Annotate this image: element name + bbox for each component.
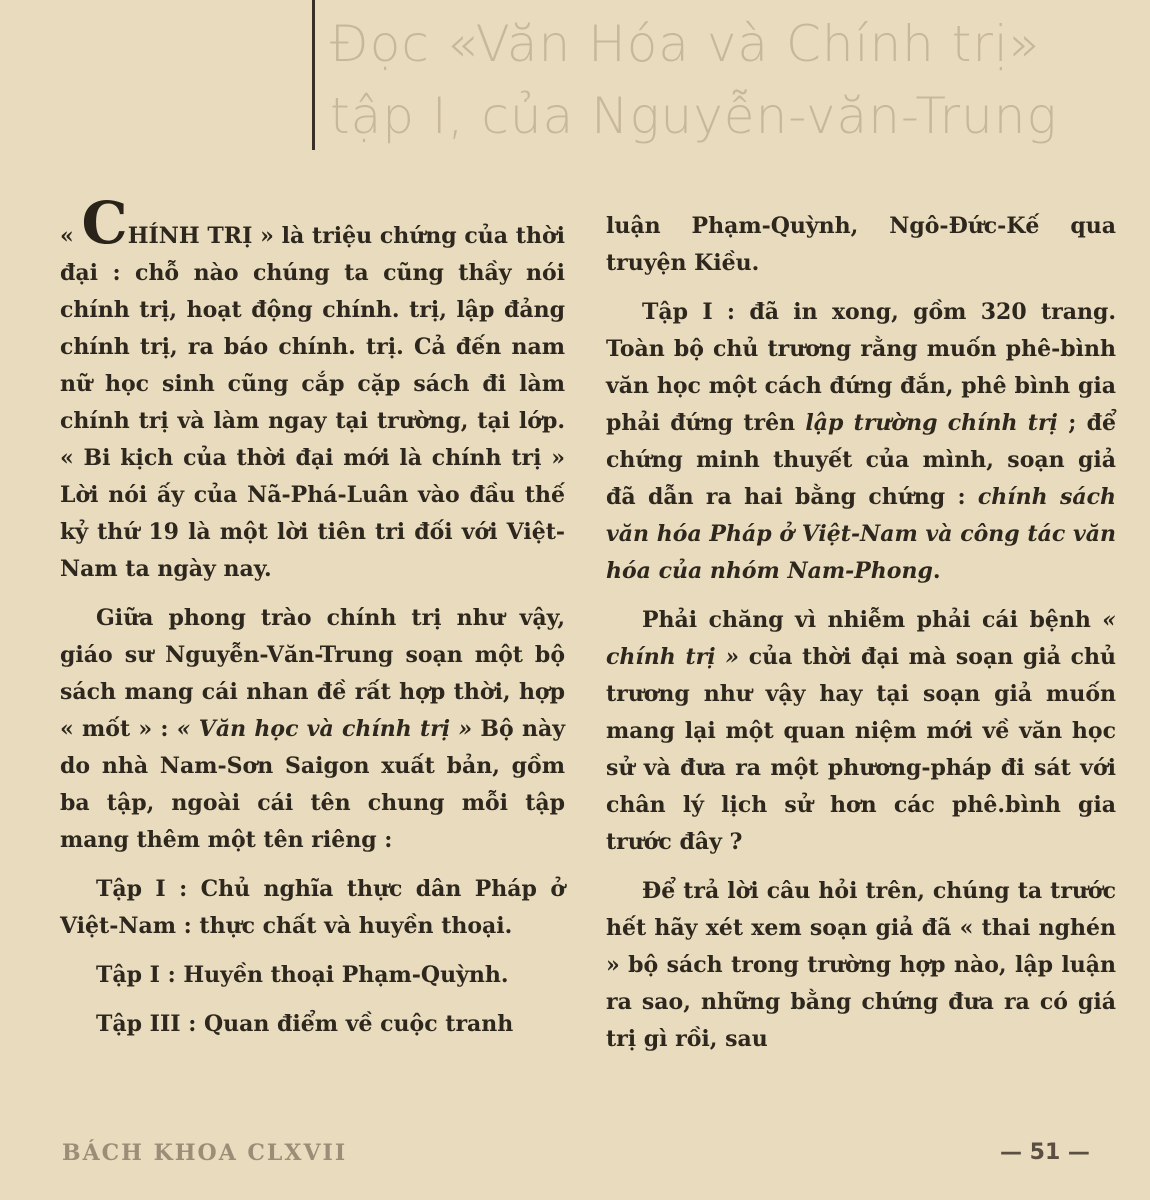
drop-cap: C: [81, 189, 128, 257]
title-line-2: tập I, của Nguyễn-văn-Trung: [330, 87, 1058, 145]
right-p2-e: .: [932, 558, 941, 584]
right-column: [606, 208, 1116, 1058]
right-p3-b: « chính trị »: [606, 607, 1116, 670]
title-rule: [312, 0, 315, 150]
volume-2-entry: Tập I : Huyền thoại Phạm-Quỳnh.: [96, 962, 509, 988]
title-line-1: Đọc «Văn Hóa và Chính trị»: [330, 15, 1041, 73]
right-p2-d: chính sách văn hóa Pháp ở Việt-Nam và công tác văn hóa của nhóm Nam-Phong: [606, 484, 1116, 584]
right-p2-c: ; để chứng minh thuyết của mình, soạn giả đã dẫn ra hai bằng chứng :: [606, 410, 1116, 510]
paragraph-2: [60, 600, 565, 859]
paragraph-2-a: Giữa phong trào chính trị như vậy, giáo sư Nguyễn-Văn-Trung soạn một bộ sách mang cái nhan đề rất hợp thời, hợp « mốt » :: [60, 605, 565, 742]
left-column: [60, 189, 565, 1043]
right-p2-b: lập trường chính trị: [805, 410, 1058, 436]
footer-publication: BÁCH KHOA CLXVII: [62, 1140, 348, 1166]
right-paragraph-3: [606, 602, 1116, 861]
right-paragraph-4: Để trả lời câu hỏi trên, chúng ta trước hết hãy xét xem soạn giả đã « thai nghén » bộ sách trong trường hợp nào, lập luận ra sao, những bằng chứng đưa ra có giá trị gì rồi, sau: [606, 878, 1116, 1052]
right-paragraph-2: [606, 294, 1116, 590]
volume-3-entry: Tập III : Quan điểm về cuộc tranh: [96, 1011, 514, 1037]
open-quote: «: [60, 223, 82, 249]
right-p2-a: Tập I : đã in xong, gồm 320 trang. Toàn bộ chủ trương rằng muốn phê-bình văn học một cách đứng đắn, phê bình gia phải đứng trên: [606, 299, 1116, 436]
volume-1-entry: Tập I : Chủ nghĩa thực dân Pháp ở Việt-Nam : thực chất và huyền thoại.: [60, 876, 565, 939]
paragraph-2-c: Bộ này do nhà Nam-Sơn Saigon xuất bản, gồm ba tập, ngoài cái tên chung mỗi tập mang thêm một tên riêng :: [60, 716, 565, 853]
page-number: — 51 —: [1000, 1140, 1090, 1165]
paragraph-1-text: HÍNH TRỊ » là triệu chứng của thời đại : chỗ nào chúng ta cũng thầy nói chính trị, hoạt động chính. trị, lập đảng chính trị, ra báo chính. trị. Cả đến nam nữ học sinh cũng cắp cặp sách đi làm chính trị và làm ngay tại trường, tại lớp. « Bi kịch của thời đại mới là chính trị » Lời nói ấy của Nã-Phá-Luân vào đầu thế kỷ thứ 19 là một lời tiên tri đối với Việt-Nam ta ngày nay.: [60, 223, 565, 582]
right-p3-c: của thời đại mà soạn giả chủ trương như vậy hay tại soạn giả muốn mang lại một quan niệm mới về văn học sử và đưa ra một phương-pháp đi sát với chân lý lịch sử hơn các phê.bình gia trước đây ?: [606, 644, 1116, 855]
book-title: « Văn học và chính trị »: [176, 716, 473, 742]
right-p3-a: Phải chăng vì nhiễm phải cái bệnh: [642, 607, 1103, 633]
article-title: [330, 8, 1130, 152]
paragraph-1: [60, 189, 565, 588]
right-paragraph-1: luận Phạm-Quỳnh, Ngô-Đức-Kế qua truyện Kiều.: [606, 213, 1116, 276]
